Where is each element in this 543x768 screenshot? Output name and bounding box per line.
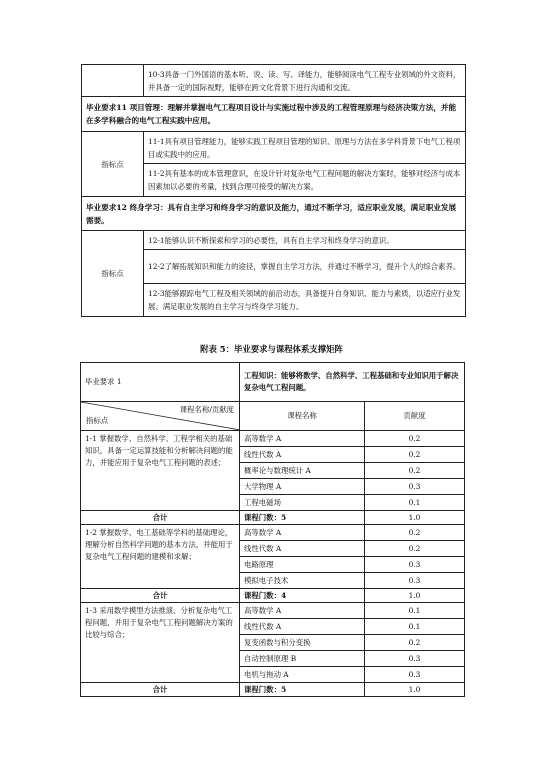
course-name: 线性代数 A [240, 619, 365, 635]
course-name: 高等数学 A [240, 525, 365, 541]
course-name: 概率论与数理统计 A [240, 463, 365, 479]
contribution-value: 0.1 [365, 603, 465, 619]
table-row-total [81, 511, 465, 525]
table-row-total [81, 589, 465, 603]
requirement-11-title: 毕业要求11 项目管理：理解并掌握电气工程项目设计与实施过程中涉及的工程管理原理与经济决策方法，并能在多学科融合的电气工程实践中应用。 [82, 97, 466, 132]
support-matrix-table [80, 362, 465, 697]
indicator-1-1: 1-1 掌握数学、自然科学、工程学相关的基础知识，具备一定运算技能和分析解决问题的能力，并能应用于复杂电气工程问题的表述； [81, 431, 240, 511]
course-name: 工程电磁场 [240, 495, 365, 511]
table-row [82, 231, 466, 250]
contribution-value: 0.3 [365, 667, 465, 683]
total-course-count: 课程门数：5 [240, 683, 365, 697]
indicator-label: 指标点 [82, 132, 144, 197]
table-row [81, 431, 465, 447]
course-name: 线性代数 A [240, 447, 365, 463]
course-name: 高等数学 A [240, 431, 365, 447]
course-name: 高等数学 A [240, 603, 365, 619]
course-name: 复变函数与积分变换 [240, 635, 365, 651]
course-name: 电路原理 [240, 557, 365, 573]
column-header-contribution: 贡献度 [365, 402, 465, 431]
table-row [81, 603, 465, 619]
total-label: 合计 [81, 511, 240, 525]
contribution-value: 0.3 [365, 651, 465, 667]
contribution-value: 0.1 [365, 619, 465, 635]
total-value: 1.0 [365, 511, 465, 525]
table-row-total [81, 683, 465, 697]
course-name: 电机与拖动 A [240, 667, 365, 683]
table-row [82, 132, 466, 164]
diagonal-header-cell [81, 402, 240, 431]
contribution-value: 0.2 [365, 541, 465, 557]
contribution-value: 0.1 [365, 495, 465, 511]
indicator-1-3: 1-3 采用数学模型方法推演、分析复杂电气工程问题，并用于复杂电气工程问题解决方案的比较与综合； [81, 603, 240, 683]
diagonal-header-top: 课程名称/贡献度 [179, 405, 234, 414]
indicator-12-2: 12-2了解拓展知识和能力的途径，掌握自主学习方法，并通过不断学习，提升个人的综合素养。 [144, 250, 466, 284]
table-row [82, 197, 466, 231]
contribution-value: 0.2 [365, 447, 465, 463]
contribution-value: 0.3 [365, 557, 465, 573]
course-name: 模拟电子技术 [240, 573, 365, 589]
indicator-11-1: 11-1具有项目管理能力，能够实践工程项目管理的知识、原理与方法在多学科背景下电气工程项目或实践中的应用。 [144, 132, 466, 164]
indicator-12-1: 12-1能够认识不断探索和学习的必要性，具有自主学习和终身学习的意识。 [144, 231, 466, 250]
total-course-count: 课程门数：5 [240, 511, 365, 525]
indicator-10-3: 10-3具备一门外国语的基本听、说、读、写、译能力，能够阅读电气工程专业领域的外文资料，并具备一定的国际视野，能够在跨文化背景下进行沟通和交流。 [144, 65, 466, 97]
indicator-12-3: 12-3能够跟踪电气工程及相关领域的前沿动态，具备提升自身知识、能力与素质，以适应行业发展、满足职业发展的自主学习与终身学习能力。 [144, 284, 466, 317]
requirements-table [81, 64, 466, 317]
indicator-11-2: 11-2具有基本的成本管理意识，在设计针对复杂电气工程问题的解决方案时，能够对经济与成本因素加以必要的考量，找到合理可接受的解决方案。 [144, 164, 466, 197]
course-name: 大学物理 A [240, 479, 365, 495]
total-value: 1.0 [365, 683, 465, 697]
table-caption: 附表 5：毕业要求与课程体系支撑矩阵 [200, 344, 343, 354]
contribution-value: 0.2 [365, 635, 465, 651]
contribution-value: 0.2 [365, 431, 465, 447]
total-label: 合计 [81, 589, 240, 603]
requirement-label: 毕业要求 1 [81, 363, 240, 402]
total-label: 合计 [81, 683, 240, 697]
table-row [82, 65, 466, 97]
column-header-course: 课程名称 [240, 402, 365, 431]
total-course-count: 课程门数：4 [240, 589, 365, 603]
contribution-value: 0.3 [365, 573, 465, 589]
table-row [82, 97, 466, 132]
contribution-value: 0.2 [365, 525, 465, 541]
table-row [81, 525, 465, 541]
indicator-1-2: 1-2 掌握数学、电工基础等学科的基础理论，理解分析自然科学问题的基本方法，并能用于复杂电气工程问题的建模和求解； [81, 525, 240, 589]
requirement-description: 工程知识：能够将数学、自然科学、工程基础和专业知识用于解决复杂电气工程问题。 [240, 363, 465, 402]
requirement-12-title: 毕业要求12 终身学习：具有自主学习和终身学习的意识及能力，通过不断学习，适应职业发展，满足职业发展需要。 [82, 197, 466, 231]
total-value: 1.0 [365, 589, 465, 603]
indicator-label: 指标点 [82, 231, 144, 317]
diagonal-header-bottom: 指标点 [86, 416, 109, 425]
table-row [81, 363, 465, 402]
table-row [81, 402, 465, 431]
contribution-value: 0.2 [365, 463, 465, 479]
course-name: 自动控制原理 B [240, 651, 365, 667]
contribution-value: 0.3 [365, 479, 465, 495]
course-name: 线性代数 A [240, 541, 365, 557]
